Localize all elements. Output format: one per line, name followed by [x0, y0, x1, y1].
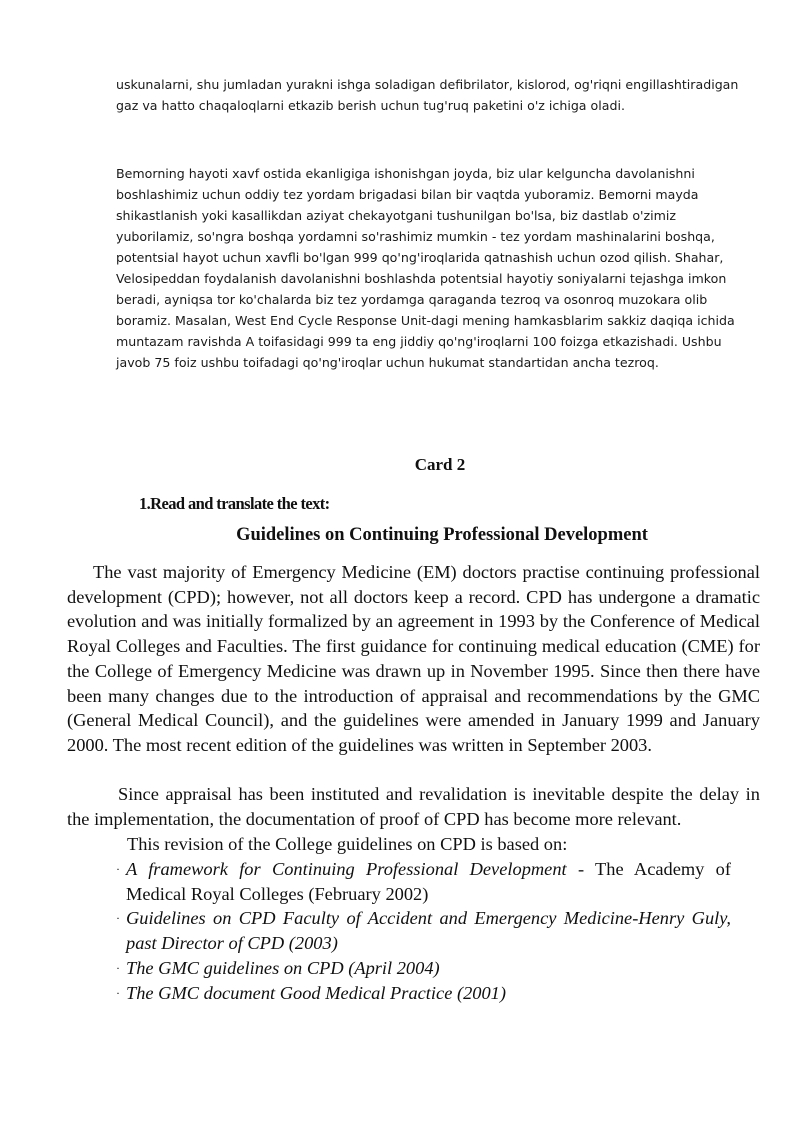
- list-item: [116, 857, 731, 906]
- task-instruction: 1.Read and translate the text:: [139, 494, 330, 513]
- body-paragraph-3: This revision of the College guidelines on CPD is based on:: [127, 834, 568, 854]
- body-paragraph-1: The vast majority of Emergency Medicine (EM) doctors practise continuing professional development (CPD); however, not all doctors keep a record. CPD has undergone a dramatic evolution and was initially formalized by an agreement in 1993 by the Conference of Medical Royal Colleges and Faculties. The first guidance for continuing medical education (CME) for the College of Emergency Medicine was drawn up in November 1995. Since then there have been many changes due to the introduction of appraisal and recommendations by the GMC (General Medical Council), and the guidelines were amended in January 1999 and January 2000. The most recent edition of the guidelines was written in September 2003.: [67, 562, 760, 755]
- list-item: [116, 956, 731, 981]
- bullet-icon: ·: [116, 985, 120, 1000]
- list-item-normal: - The Academy of Medical Royal Colleges (February 2002): [126, 859, 731, 904]
- document-title: Guidelines on Continuing Professional Development: [236, 525, 648, 545]
- list-item-italic: Guidelines on CPD Faculty of Accident and Emergency Medicine-Henry Guly, past Director of CPD (2003): [126, 908, 731, 954]
- list-item: [116, 981, 731, 1006]
- bullet-icon: ·: [116, 911, 120, 926]
- list-item-italic: The GMC guidelines on CPD (April 2004): [126, 957, 440, 978]
- body-paragraph-2: Since appraisal has been instituted and revalidation is inevitable despite the delay in the implementation, the documentation of proof of CPD has become more relevant.: [67, 784, 760, 829]
- uzbek-paragraph-1: uskunalarni, shu jumladan yurakni ishga soladigan defibrilator, kislorod, og'riqni engillashtiradigan gaz va hatto chaqaloqlarni etkazib berish uchun tug'ruq paketini o'z ichiga oladi.: [116, 77, 739, 113]
- reference-list: [116, 857, 731, 1005]
- bullet-icon: ·: [116, 862, 120, 876]
- uzbek-paragraph-2: Bemorning hayoti xavf ostida ekanligiga ishonishgan joyda, biz ular kelguncha davolanishni boshlashimiz uchun oddiy tez yordam brigadasi bilan bir vaqtda yuboramiz. Bemorni mayda shikastlanish yoki kasallikdan aziyat chekayotgani tushunilgan bo'lsa, biz dastlab o'zimiz yuborilamiz, so'ngra boshqa yordamni so'rashimiz mumkin - tez yordam mashinalarini boshqa, potentsial hayot uchun xavfli bo'lgan 999 qo'ng'iroqlarida qatnashish uchun ozod qilish. Shahar, Velosipeddan foydalanish davolanishni boshlashda potentsial hayotiy soniyalarni tejashga imkon beradi, ayniqsa tor ko'chalarda biz tez yordamga qaraganda tezroq va osonroq muzokara olib boramiz. Masalan, West End Cycle Response Unit-dagi mening hamkasblarim sakkiz daqiqa ichida muntazam ravishda A toifasidagi 999 ta eng jiddiy qo'ng'iroqlarni 100 foizga etkazishadi. Ushbu javob 75 foiz ushbu toifadagi qo'ng'iroqlar uchun hukumat standartidan ancha tezroq.: [116, 166, 735, 370]
- list-item: [116, 906, 731, 955]
- list-item-italic: A framework for Continuing Professional Development: [126, 859, 567, 879]
- list-item-italic: The GMC document Good Medical Practice (2001): [126, 982, 506, 1003]
- card-title: Card 2: [414, 455, 466, 474]
- bullet-icon: ·: [116, 960, 120, 975]
